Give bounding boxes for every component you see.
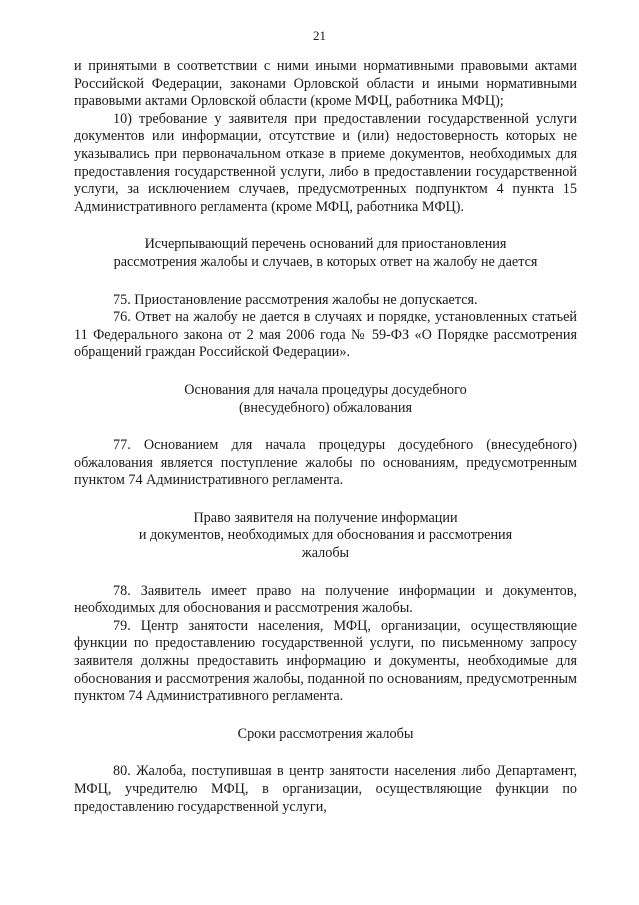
document-body bbox=[74, 58, 577, 816]
page-number: 21 bbox=[313, 28, 326, 43]
paragraph-78: 78. Заявитель имеет право на получение информации и документов, необходимых для обоснования и рассмотрения жалобы. bbox=[74, 582, 577, 617]
heading-suspension-grounds bbox=[74, 236, 577, 271]
heading-line: рассмотрения жалобы и случаев, в которых ответ на жалобу не дается bbox=[113, 253, 538, 270]
heading-line: Исчерпывающий перечень оснований для приостановления bbox=[144, 236, 507, 253]
heading-review-terms: Сроки рассмотрения жалобы bbox=[237, 725, 414, 742]
paragraph-76: 76. Ответ на жалобу не дается в случаях и порядке, установленных статьей 11 Федерального закона от 2 мая 2006 года № 59-ФЗ «О Порядке рассмотрения обращений граждан Российской Федерации». bbox=[74, 309, 577, 361]
paragraph-80: 80. Жалоба, поступившая в центр занятости населения либо Департамент, МФЦ, учредителю МФЦ, в организации, осуществляющие функции по предоставлению государственной услуги, bbox=[74, 763, 577, 815]
heading-line: Право заявителя на получение информации bbox=[193, 509, 458, 526]
paragraph-77: 77. Основанием для начала процедуры досудебного (внесудебного) обжалования является поступление жалобы по основаниям, предусмотренным пунктом 74 Административного регламента. bbox=[74, 437, 577, 489]
heading-line: жалобы bbox=[301, 545, 350, 562]
heading-line: (внесудебного) обжалования bbox=[238, 399, 413, 416]
heading-line: Основания для начала процедуры досудебного bbox=[184, 381, 467, 398]
paragraph-continuation: и принятыми в соответствии с ними иными нормативными правовыми актами Российской Федерации, законами Орловской области и иными нормативными правовыми актами Орловской области (кроме МФЦ, работника МФЦ); bbox=[74, 58, 577, 110]
paragraph-75: 75. Приостановление рассмотрения жалобы не допускается. bbox=[113, 291, 478, 308]
paragraph-item-10: 10) требование у заявителя при предоставлении государственной услуги документов или информации, отсутствие и (или) недостоверность которых не указывались при первоначальном отказе в приеме документов, необходимых для предоставления государственной услуги, либо в предоставлении государственной услуги, за исключением случаев, предусмотренных подпунктом 4 пункта 15 Административного регламента (кроме МФЦ, работника МФЦ). bbox=[74, 110, 577, 215]
heading-line: и документов, необходимых для обоснования и рассмотрения bbox=[138, 527, 513, 544]
heading-applicant-rights bbox=[74, 510, 577, 563]
paragraph-79: 79. Центр занятости населения, МФЦ, организации, осуществляющие функции по предоставлению государственной услуги, по письменному запросу заявителя должны предоставить информацию и документы, необходимые для обоснования и рассмотрения жалобы, поданной по основаниям, предусмотренным пунктом 74 Административного регламента. bbox=[74, 617, 577, 705]
heading-appeal-grounds bbox=[74, 382, 577, 417]
